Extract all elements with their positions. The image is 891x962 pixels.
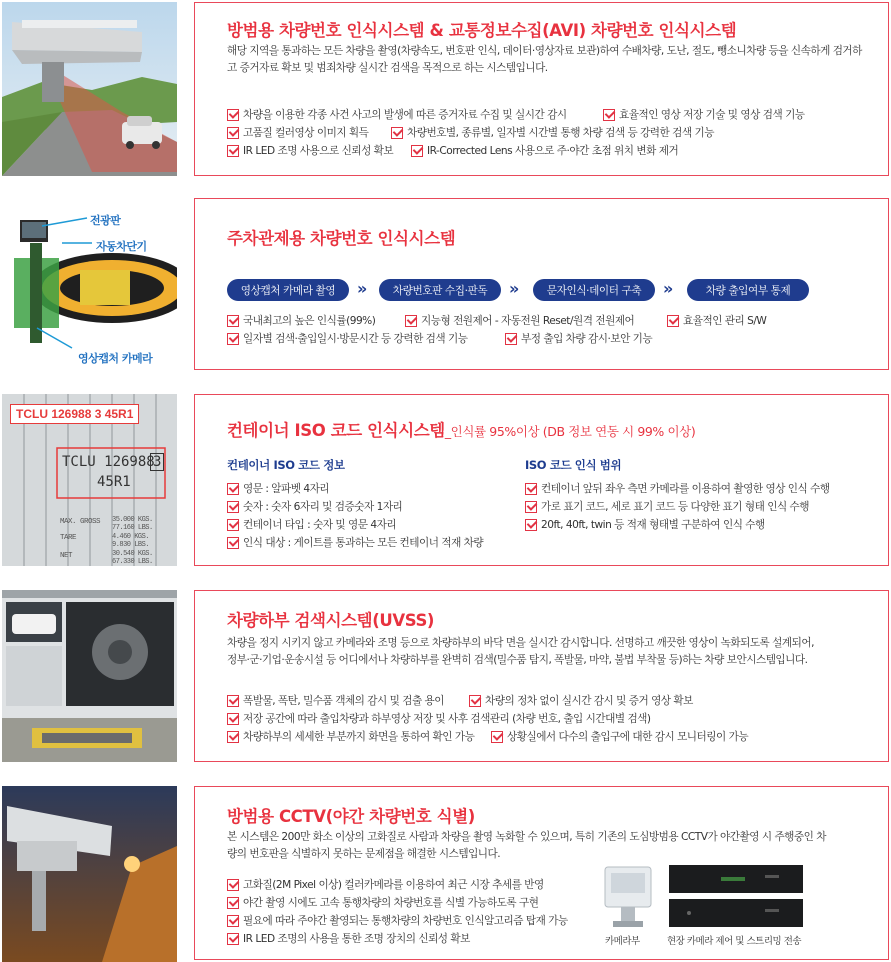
checkbox-icon <box>227 333 239 345</box>
checkbox-icon <box>405 315 417 327</box>
photo-label: 자동차단기 <box>96 240 147 253</box>
weight-value: 35.000 KGS. <box>112 516 153 524</box>
feature-item: 폭발물, 폭탄, 밀수품 객체의 감시 및 검출 용이 <box>227 693 444 708</box>
section-title: 컨테이너 ISO 코드 인식시스템_인식률 95%이상 (DB 정보 연동 시 99% 이상) <box>227 421 696 440</box>
checkbox-icon <box>469 695 481 707</box>
checkbox-icon <box>227 879 239 891</box>
chevron-right-icon: » <box>357 279 368 298</box>
checkbox-icon <box>227 537 239 549</box>
feature-item: 차량의 정차 없이 실시간 감시 및 증거 영상 확보 <box>469 693 693 708</box>
feature-item: 인식 대상 : 게이트를 통과하는 모든 컨테이너 적재 차량 <box>227 535 483 550</box>
feature-item: 지능형 전원제어 - 자동전원 Reset/원격 전원제어 <box>405 313 634 328</box>
checkbox-icon <box>227 915 239 927</box>
checkbox-icon <box>227 713 239 725</box>
checkbox-icon <box>603 109 615 121</box>
feature-item: 차량번호별, 종류별, 일자별 시간별 통행 차량 검색 등 강력한 검색 기능 <box>391 125 714 140</box>
checkbox-icon <box>525 501 537 513</box>
checkbox-icon <box>525 483 537 495</box>
photo-label: 전광판 <box>90 214 121 227</box>
checkbox-icon <box>227 731 239 743</box>
process-step: 영상캡처 카메라 촬영 <box>227 279 349 301</box>
feature-item: IR LED 조명의 사용을 통한 조명 장치의 신뢰성 확보 <box>227 931 470 946</box>
checkbox-icon <box>227 897 239 909</box>
checkbox-icon <box>525 519 537 531</box>
section-description: 해당 지역을 통과하는 모든 차량을 촬영(차량속도, 번호판 인식, 데이터·영상자료 보관)하여 수배차량, 도난, 절도, 뺑소니차량 등을 신속하게 검거하고 증거자료 확보 및 범죄차량 실시간 검색을 목적으로 하는 시스템입니다. <box>227 45 862 74</box>
controller-image <box>669 861 803 931</box>
checkbox-icon <box>227 127 239 139</box>
feature-item: 야간 촬영 시에도 고속 통행차량의 차량번호를 식별 가능하도록 구현 <box>227 895 538 910</box>
feature-item: 부정 출입 차량 감시·보안 기능 <box>505 331 652 346</box>
feature-item: 영문 : 알파벳 4자리 <box>227 481 329 496</box>
iso-range-heading: ISO 코드 인식 범위 <box>525 458 622 472</box>
section-container-iso <box>0 390 891 570</box>
checkbox-icon <box>391 127 403 139</box>
checkbox-icon <box>411 145 423 157</box>
cctv-night-photo <box>2 786 177 962</box>
weight-value: 77.160 LBS. <box>112 524 153 532</box>
uvss-panel <box>194 590 889 762</box>
feature-item: 차량을 이용한 각종 사건 사고의 발생에 따른 증거자료 수집 및 실시간 감시 <box>227 107 567 122</box>
section-avi <box>0 0 891 180</box>
section-title: 차량하부 검색시스템(UVSS) <box>227 611 435 630</box>
weight-label: NET <box>60 552 73 560</box>
process-step: 차량 출입여부 통제 <box>687 279 809 301</box>
checkbox-icon <box>227 483 239 495</box>
feature-item: 고품질 컬러영상 이미지 획득 <box>227 125 368 140</box>
iso-code-label: TCLU 126988 3 45R1 <box>10 404 139 424</box>
section-title: 주차관제용 차량번호 인식시스템 <box>227 229 456 248</box>
checkbox-icon <box>227 695 239 707</box>
feature-item: 국내최고의 높은 인식률(99%) <box>227 313 375 328</box>
parking-system-photo <box>2 198 177 370</box>
photo-label: 영상캡처 카메라 <box>78 352 153 365</box>
container-code-text: TCLU 126988 <box>62 454 155 470</box>
controller-caption: 현장 카메라 제어 및 스트리밍 전송 <box>667 936 802 947</box>
feature-item: 차량하부의 세세한 부분까지 화면을 통하여 확인 가능 <box>227 729 474 744</box>
feature-item: 필요에 따라 주야간 촬영되는 통행차량의 차량번호 인식알고리즘 탑재 가능 <box>227 913 568 928</box>
avi-camera-photo <box>2 2 177 176</box>
camera-unit-image <box>597 863 659 931</box>
weight-label: TARE <box>60 534 77 542</box>
section-description: 본 시스템은 200만 화소 이상의 고화질로 사람과 차량을 촬영 녹화할 수 있으며, 특히 기존의 도심방범용 CCTV가 야간촬영 시 주행중인 차량의 번호판을 식별하지 못하는 문제점을 해결한 시스템입니다. <box>227 831 826 860</box>
feature-item: 20ft, 40ft, twin 등 적재 형태별 구분하여 인식 수행 <box>525 517 765 532</box>
uvss-screen-photo <box>2 590 177 762</box>
weight-value: 67.330 LBS. <box>112 558 153 566</box>
section-parking <box>0 194 891 374</box>
feature-item: 일자별 검색·출입일시·방문시간 등 강력한 검색 기능 <box>227 331 467 346</box>
section-uvss <box>0 586 891 766</box>
weight-value: 4.460 KGS. <box>112 533 150 541</box>
checkbox-icon <box>505 333 517 345</box>
checkbox-icon <box>227 519 239 531</box>
feature-item: 컨테이너 타입 : 숫자 및 영문 4자리 <box>227 517 396 532</box>
feature-item: 고화질(2M Pixel 이상) 컬러카메라를 이용하여 최근 시장 추세를 반영 <box>227 877 544 892</box>
feature-item: 가로 표기 코드, 세로 표기 코드 등 다양한 표기 형태 인식 수행 <box>525 499 809 514</box>
feature-item: 효율적인 관리 S/W <box>667 313 766 328</box>
avi-panel <box>194 2 889 176</box>
section-description: 차량을 정지 시키지 않고 카메라와 조명 등으로 차량하부의 바닥 면을 실시간 감시합니다. 선명하고 깨끗한 영상이 녹화되도록 설계되어, 정부·군·기업·운송시설 등 어디에서나 차량하부를 완벽히 검색(밀수품 탐지, 폭발물, 마약, 불법 부착물 등)하는 차량 보안시스템입니다. <box>227 637 814 666</box>
camera-unit-caption: 카메라부 <box>605 936 640 947</box>
container-type-text: 45R1 <box>97 474 131 490</box>
checkbox-icon <box>227 501 239 513</box>
checkbox-icon <box>227 933 239 945</box>
feature-item: 숫자 : 숫자 6자리 및 검증숫자 1자리 <box>227 499 402 514</box>
checkbox-icon <box>491 731 503 743</box>
cctv-panel <box>194 786 889 960</box>
feature-item: IR-Corrected Lens 사용으로 주·야간 초점 위치 변화 제거 <box>411 143 678 158</box>
checkbox-icon <box>227 109 239 121</box>
container-check-digit: 3 <box>150 453 164 471</box>
process-step: 차량번호판 수집·판독 <box>379 279 501 301</box>
checkbox-icon <box>227 315 239 327</box>
parking-panel <box>194 198 889 370</box>
section-title: 방범용 CCTV(야간 차량번호 식별) <box>227 807 475 826</box>
chevron-right-icon: » <box>663 279 674 298</box>
chevron-right-icon: » <box>509 279 520 298</box>
feature-item: 상황실에서 다수의 출입구에 대한 감시 모니터링이 가능 <box>491 729 748 744</box>
section-subtitle: _인식률 95%이상 (DB 정보 연동 시 99% 이상) <box>444 424 696 439</box>
weight-value: 9.830 LBS. <box>112 541 150 549</box>
checkbox-icon <box>227 145 239 157</box>
checkbox-icon <box>667 315 679 327</box>
section-cctv <box>0 782 891 962</box>
container-photo <box>2 394 177 566</box>
weight-value: 30.540 KGS. <box>112 550 153 558</box>
feature-item: IR LED 조명 사용으로 신뢰성 확보 <box>227 143 393 158</box>
feature-item: 저장 공간에 따라 출입차량과 하부영상 저장 및 사후 검색관리 (차량 번호, 출입 시간대별 검색) <box>227 711 651 726</box>
iso-info-heading: 컨테이너 ISO 코드 정보 <box>227 458 345 472</box>
weight-label: MAX. GROSS <box>60 518 101 526</box>
process-step: 문자인식·데이터 구축 <box>533 279 655 301</box>
section-title: 방범용 차량번호 인식시스템 & 교통정보수집(AVI) 차량번호 인식시스템 <box>227 21 737 40</box>
feature-item: 컨테이너 앞뒤 좌우 측면 카메라를 이용하여 촬영한 영상 인식 수행 <box>525 481 830 496</box>
feature-item: 효율적인 영상 저장 기술 및 영상 검색 기능 <box>603 107 805 122</box>
container-panel <box>194 394 889 566</box>
